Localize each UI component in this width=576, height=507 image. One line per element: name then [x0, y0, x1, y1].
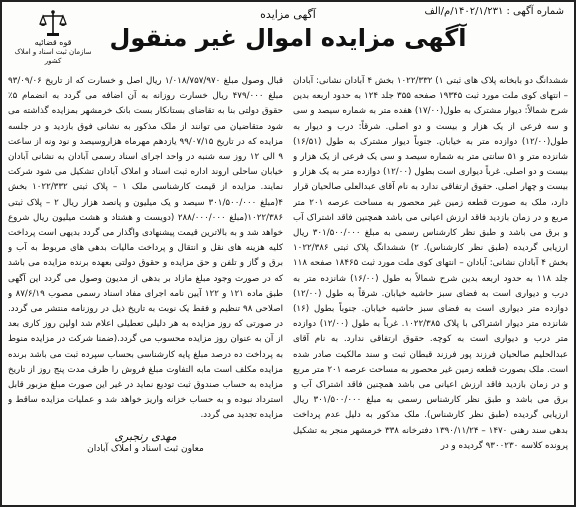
notice-subtitle: آگهی مزایده [260, 8, 316, 21]
logo-line-2: سازمان ثبت اسناد و املاک کشور [14, 48, 92, 65]
left-column [8, 74, 283, 499]
notice-body [8, 74, 568, 499]
logo-line-1: قوه قضائیه [34, 38, 72, 47]
notice-title: آگهی مزایده اموال غیر منقول [109, 24, 467, 52]
right-column-text: ششدانگ دو بابخانه پلاک های ثبتی ۱) ۱۰۲۲/۳۳۲ بخش ۴ آبادان نشانی: آبادان – انتهای کوی ملت مورد ثبت ۱۹۳۴۵ صفحه ۳۵۵ جلد ۱۲۴ به حدود اربعه بدین شرح شمالاً: دیوار مشترک به طول(۱۷/۰۰) هفده متر به شماره سیصد و سی و سه فرعی از یک هزار و بیست و دو اصلی. شرقاً: درب و دیوار به طول(۱۲/۰۰) دوازده متر به خیابان. جنوباً دیوار مشترک به طول (۱۶/۵۱) شانزده متر و ۵۱ سانتی متر به شماره سیصد و سی یک فرعی از یک هزار و بیست و دو اصلی. غرباً دیواری است بطول (۱۲/۰۰) دوازده متر به یک هزار و بیست و چهار اصلی. حقوق ارتفاقی ندارد به نام آقای عبدالعلی صالحیان قرار دارد، ملک به صورت قطعه زمین غیر محصور به مساحت عرصه ۲۰۱ متر مربع و در زمان بازدید فاقد ارزش اعیانی می باشد همچنین فاقد اشتراک آب و برق می باشد و طبق نظر کارشناس رسمی به مبلغ ۳۰۱/۵۰۰/۰۰۰ ریال ارزیابی گردیده (طبق نظر کارشناس). ۲) ششدانگ پلاک ثبتی ۱۰۲۲/۳۸۶ بخش ۴ آبادان نشانی: آبادان – انتهای کوی ملت مورد ثبت ۱۸۴۶۵ صفحه ۱۱۸ جلد ۱۱۸ به حدود اربعه بدین شرح شمالاً به طول (۱۶/۰۰) شانزده متر به درب و دیواری است به فضای سبز حاشیه خیابان. شرقاً به طول (۱۲/۰۰) دوازده متر دیواری است به فضای سبز حاشیه خیابان. جنوباً بطول (۱۶) شانزده متر دیوار اشتراکی با پلاک ۱۰۲۲/۳۸۵. غرباً به طول (۱۲/۰۰) دوازده متر درب و دیواری است به کوچه. حقوق ارتفاقی ندارد. به نام آقای عبدالحلیم صالحیان فرزند پور فرزند قبطان ثبت و سند مالکیت صادر شده است. ملک بصورت قطعه زمین غیر محصور به مساحت عرصه ۲۰۱ متر مربع و در زمان بازدید فاقد ارزش اعیانی می باشد همچنین فاقد اشتراک آب و برق می باشد و طبق نظر کارشناس رسمی به مبلغ ۳۰۱/۵۰۰/۰۰۰ ریال ارزیابی گردیده (طبق نظر کارشناس). ملک مذکور به دلیل عدم پرداخت بدهی سند رهنی ۱۴۷۰ – ۱۳۹۰/۱۱/۲۴ دفترخانه ۳۳۸ خرمشهر منجر به تشکیل پرونده کلاسه ۹۳۰۰۲۳۰ گردیده و در [293, 76, 568, 451]
notice-header [2, 2, 574, 65]
signatory-title: معاون ثبت اسناد و املاک آبادان [87, 443, 204, 454]
right-column [293, 74, 568, 499]
signature-block [8, 430, 283, 456]
notice-number: شماره آگهی : ۱۴۰۲/۱/۲۳۱/م/الف [424, 6, 564, 17]
signatory-name: مهدی رنجبری [114, 429, 177, 443]
left-column-text: قبال وصول مبلغ ۱/۰۱۸/۷۵۷/۹۷۰ ریال اصل و خسارت که از تاریخ ۹۳/۰۹/۰۶ مبلغ ۴۷۹/۰۰۰ ریال خسارت روزانه به آن اضافه می گردد به انضمام ۵٪ حقوق دولتی بنا به تقاضای بستانکار بست بانک خرمشهر بمزایده گذاشته می شود متقاضیان می توانند از ملک مذکور به نشانی فوق بازدید و در جلسه مزایده که در تاریخ ۹۹/۰۷/۱۵ یازدهم مهرماه هزاروسیصد و نود ونه از ساعت ۹ الی ۱۲ روز سه شنبه در واحد اجرای اسناد رسمی آبادان به نشانی آبادان خیابان ساحلی اروند اداره ثبت اسناد و املاک آبادان تشکیل می شود شرکت نمایند. مزایده از قیمت کارشناسی ملک ۱ – پلاک ثبتی ۱۰۲۲/۳۳۲ بخش ۴(مبلغ ۳۰۱/۵۰۰/۰۰۰ سیصد و یک میلیون و پانصد هزار ریال ۲ – پلاک ثبتی ۱۰۲۲/۳۸۶(مبلغ ۲۸۸/۰۰۰/۰۰۰ (دویست و هشتاد و هشت میلیون ریال شروع خواهد شد و به بالاترین قیمت پیشنهادی واگذار می گردد بدیهی است پرداخت کلیه هزینه های نقل و انتقال و پرداخت مالیات بدهی های مربوط به آب و برق و گاز و تلفن و حق مزایده و حقوق دولتی بعهده برنده مزایده می باشد که در صورت وجود مبلغ مازاد بر بدهی از مدیون وصول می گردد این آگهی طبق ماده ۱۲۱ و ۱۲۲ آیین نامه اجرای مفاد اسناد رسمی مصوب ۸۷/۶/۱۹ و اصلاحی ۹۸ تنظیم و فقط یک نوبت به تاریخ ذیل در روزنامه منتشر می گردد. در صورتی که روز مزایده به هر دلیلی تعطیلی اعلام شد اولین روز کاری بعد از آن به عنوان روز مزایده محسوب می گردد.(ضمنا شرکت در مزایده منوط به پرداخت ده درصد مبلغ پایه کارشناسی بحساب سپرده ثبت می باشد برنده مزایده مکلف است مابه التفاوت مبلغ فروش را ظرف مدت پنج روز از تاریخ مزایده به حساب صندوق ثبت تودیع نماید در غیر این صورت مبلغ مزبور قابل استرداد نبوده و به حساب خزانه واریز خواهد شد و عملیات مزایده ساقط و مزایده تجدید می گردد. [8, 76, 283, 421]
